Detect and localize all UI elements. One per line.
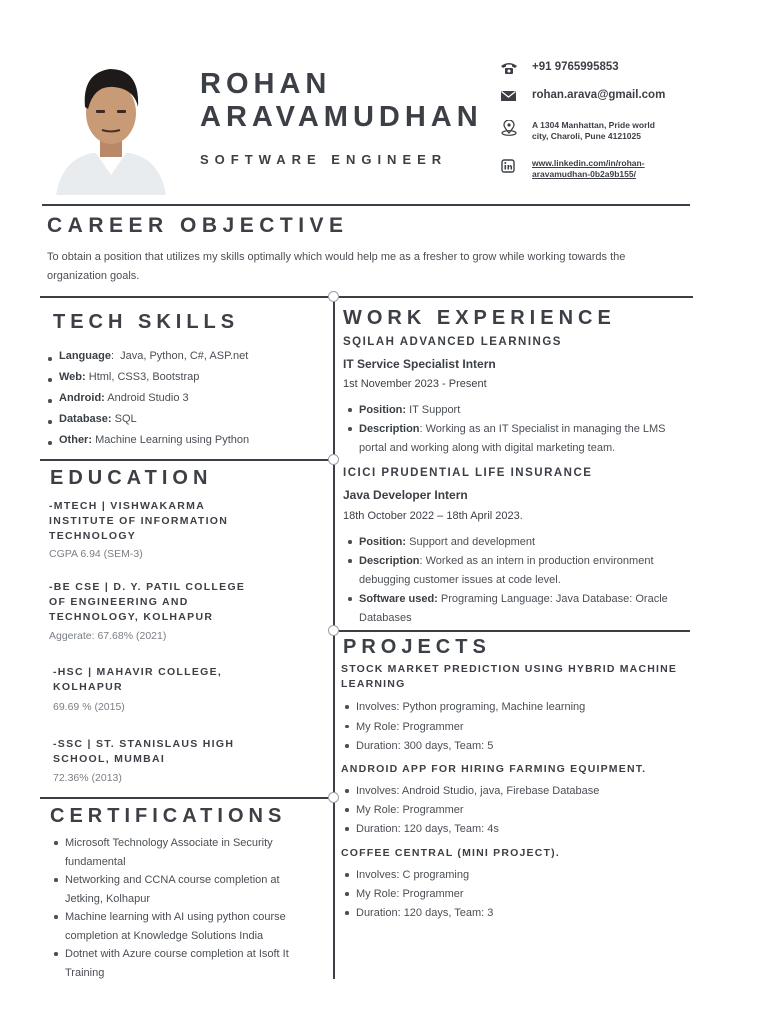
education-score: 69.69 % (2015) bbox=[53, 701, 125, 713]
project-title-line: LEARNING bbox=[341, 678, 406, 690]
list-item bbox=[53, 908, 328, 945]
list-item bbox=[47, 434, 327, 455]
bullet-text: IT Support bbox=[406, 404, 461, 416]
header-divider bbox=[42, 204, 690, 206]
bullet-text: Programing Language: Java Database: Oracle bbox=[437, 593, 668, 605]
job-title: IT Service Specialist Intern bbox=[343, 357, 496, 371]
list-item: My Role: Programmer bbox=[344, 885, 684, 904]
divider-node bbox=[328, 792, 339, 803]
education-line: SCHOOL, MUMBAI bbox=[53, 753, 166, 765]
education-divider bbox=[40, 797, 333, 799]
list-item bbox=[53, 834, 328, 871]
education-score: 72.36% (2013) bbox=[53, 772, 122, 784]
email-address[interactable]: rohan.arava@gmail.com bbox=[532, 89, 666, 101]
divider-node bbox=[328, 454, 339, 465]
projects-heading: PROJECTS bbox=[343, 636, 491, 658]
certifications-heading: CERTIFICATIONS bbox=[50, 805, 287, 827]
list-item: Duration: 120 days, Team: 4s bbox=[344, 820, 684, 839]
education-line: -BE CSE | D. Y. PATIL COLLEGE bbox=[49, 581, 246, 593]
list-item bbox=[347, 533, 687, 552]
linkedin-icon bbox=[500, 158, 520, 176]
contact-address bbox=[500, 120, 655, 142]
project-title bbox=[341, 662, 677, 692]
profile-photo bbox=[52, 55, 170, 195]
contact-linkedin bbox=[500, 158, 645, 180]
skill-key: Other: bbox=[59, 434, 92, 446]
company-name: SQILAH ADVANCED LEARNINGS bbox=[343, 336, 562, 348]
list-item: Involves: C programing bbox=[344, 866, 684, 885]
list-item bbox=[47, 371, 327, 392]
candidate-name bbox=[200, 68, 483, 134]
education-entry-title bbox=[49, 499, 228, 544]
list-item: Involves: Android Studio, java, Firebase Database bbox=[344, 782, 684, 801]
company-name: ICICI PRUDENTIAL LIFE INSURANCE bbox=[343, 467, 593, 479]
name-last: ARAVAMUDHAN bbox=[200, 101, 483, 133]
list-item bbox=[53, 871, 328, 908]
education-entry-title bbox=[53, 737, 234, 767]
list-item bbox=[347, 590, 687, 628]
job-title: Java Developer Intern bbox=[343, 488, 468, 502]
bullet-text: : Worked as an intern in production environment bbox=[419, 555, 654, 567]
education-score: CGPA 6.94 (SEM-3) bbox=[49, 548, 143, 560]
job-bullets bbox=[347, 533, 687, 628]
location-pin-icon bbox=[500, 120, 520, 138]
bullet-text: portal and working along with digital marketing team. bbox=[359, 442, 616, 454]
skill-key: Web: bbox=[59, 371, 86, 383]
list-item bbox=[347, 420, 687, 458]
address-line-2: city, Charoli, Pune 4121025 bbox=[532, 131, 641, 141]
list-item: My Role: Programmer bbox=[344, 718, 684, 738]
cert-line: Networking and CCNA course completion at bbox=[65, 874, 280, 886]
address bbox=[532, 120, 655, 142]
skill-sep: : bbox=[110, 350, 121, 362]
bullet-text: Databases bbox=[359, 612, 412, 624]
linkedin-url[interactable] bbox=[532, 158, 645, 180]
project-title-line: ANDROID APP FOR HIRING FARMING EQUIPMENT. bbox=[341, 763, 647, 775]
column-divider bbox=[333, 297, 335, 979]
job-date: 1st November 2023 - Present bbox=[343, 378, 487, 390]
bullet-key: Position: bbox=[359, 536, 407, 548]
list-item: Involves: Python programing, Machine learning bbox=[344, 698, 684, 718]
cert-line: Training bbox=[65, 966, 105, 979]
cert-line: completion at Knowledge Solutions India bbox=[65, 929, 264, 942]
skill-value: Java, Python, C#, ASP.net bbox=[120, 350, 249, 362]
education-line: KOLHAPUR bbox=[53, 681, 123, 693]
cert-line: Jetking, Kolhapur bbox=[65, 892, 150, 905]
education-entry-title bbox=[53, 665, 222, 695]
skill-value: Machine Learning using Python bbox=[95, 434, 250, 446]
skills-list bbox=[47, 350, 327, 455]
job-date: 18th October 2022 – 18th April 2023. bbox=[343, 510, 523, 522]
education-line: OF ENGINEERING AND bbox=[49, 596, 189, 608]
list-item bbox=[53, 945, 328, 982]
education-line: -MTECH | VISHWAKARMA bbox=[49, 500, 206, 512]
phone-icon bbox=[500, 61, 520, 75]
objective-divider bbox=[40, 296, 693, 298]
skill-value: Html, CSS3, Bootstrap bbox=[88, 371, 200, 383]
list-item: Duration: 120 days, Team: 3 bbox=[344, 904, 684, 923]
skill-key: Android: bbox=[59, 392, 105, 404]
certifications-list bbox=[53, 834, 328, 982]
job-role: SOFTWARE ENGINEER bbox=[200, 152, 448, 167]
bullet-text: Support and development bbox=[406, 536, 536, 548]
bullet-key: Software used: bbox=[359, 593, 438, 605]
email-icon bbox=[500, 89, 520, 103]
bullet-text: debugging customer issues at code level. bbox=[359, 574, 561, 586]
contact-phone bbox=[500, 61, 619, 75]
education-line: -HSC | MAHAVIR COLLEGE, bbox=[53, 666, 223, 678]
education-line: TECHNOLOGY, KOLHAPUR bbox=[49, 611, 214, 623]
objective-text: To obtain a position that utilizes my skills optimally which would help me as a fresher to grow while working towards the organization goals. bbox=[47, 251, 626, 282]
project-bullets bbox=[344, 782, 684, 839]
linkedin-url-line-2: aravamudhan-0b2a9b155/ bbox=[532, 169, 636, 179]
divider-node bbox=[328, 625, 339, 636]
experience-heading: WORK EXPERIENCE bbox=[343, 307, 616, 329]
project-bullets bbox=[344, 866, 684, 923]
cert-line: Dotnet with Azure course completion at Isoft It bbox=[65, 948, 289, 960]
list-item bbox=[347, 401, 687, 420]
list-item bbox=[47, 350, 327, 371]
bullet-text: : Working as an IT Specialist in managing the LMS bbox=[419, 423, 666, 435]
list-item: My Role: Programmer bbox=[344, 801, 684, 820]
address-line-1: A 1304 Manhattan, Pride world bbox=[532, 120, 655, 130]
cert-line: Microsoft Technology Associate in Security bbox=[65, 837, 273, 849]
skills-heading: TECH SKILLS bbox=[53, 311, 240, 333]
education-entry-title bbox=[49, 580, 245, 625]
list-item bbox=[47, 413, 327, 434]
name-first: ROHAN bbox=[200, 68, 332, 100]
education-score: Aggerate: 67.68% (2021) bbox=[49, 630, 167, 642]
skill-value: Android Studio 3 bbox=[107, 392, 189, 404]
skill-value: SQL bbox=[114, 413, 137, 425]
objective-heading: CAREER OBJECTIVE bbox=[47, 214, 349, 237]
list-item bbox=[347, 552, 687, 590]
education-line: INSTITUTE OF INFORMATION bbox=[49, 515, 229, 527]
education-line: TECHNOLOGY bbox=[49, 530, 137, 542]
project-title bbox=[341, 762, 646, 777]
list-item: Duration: 300 days, Team: 5 bbox=[344, 737, 684, 757]
cert-line: Machine learning with AI using python course bbox=[65, 911, 286, 923]
bullet-key: Description bbox=[359, 555, 420, 567]
bullet-key: Position: bbox=[359, 404, 407, 416]
bullet-key: Description bbox=[359, 423, 420, 435]
skill-key: Database: bbox=[59, 413, 112, 425]
linkedin-url-line-1: www.linkedin.com/in/rohan- bbox=[532, 158, 645, 168]
project-title-line: STOCK MARKET PREDICTION USING HYBRID MACHINE bbox=[341, 663, 678, 675]
phone-number: +91 9765995853 bbox=[532, 61, 619, 73]
education-heading: EDUCATION bbox=[50, 467, 213, 489]
list-item bbox=[47, 392, 327, 413]
contact-email bbox=[500, 89, 665, 103]
education-line: -SSC | ST. STANISLAUS HIGH bbox=[53, 738, 235, 750]
project-title bbox=[341, 846, 560, 861]
experience-divider bbox=[334, 630, 690, 632]
cert-line: fundamental bbox=[65, 855, 126, 868]
skills-divider bbox=[40, 459, 333, 461]
project-bullets bbox=[344, 698, 684, 757]
divider-node bbox=[328, 291, 339, 302]
skill-key: Language bbox=[59, 350, 111, 362]
job-bullets bbox=[347, 401, 687, 458]
project-title-line: COFFEE CENTRAL (MINI PROJECT). bbox=[341, 847, 560, 859]
